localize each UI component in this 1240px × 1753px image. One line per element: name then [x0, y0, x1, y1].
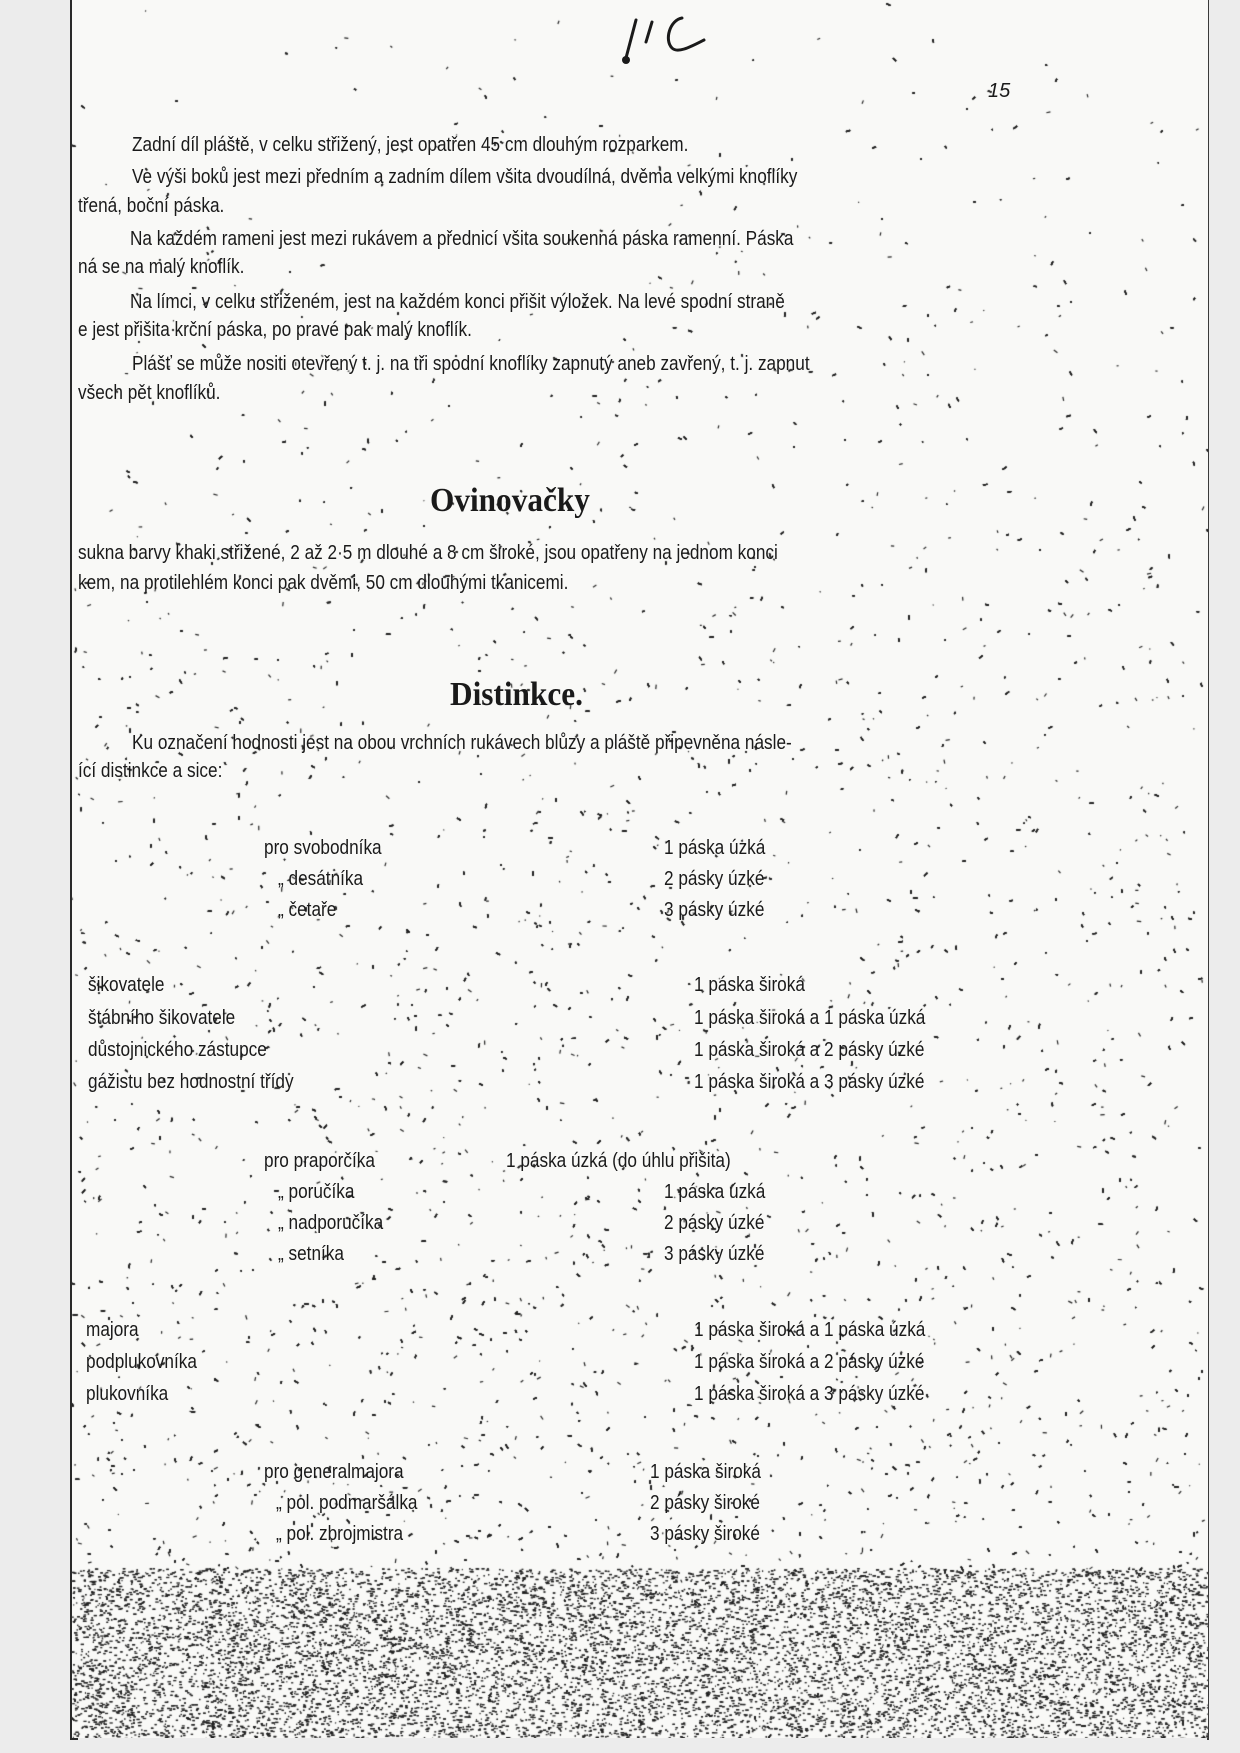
heading-distinkce: Distinkce. [450, 676, 583, 713]
insignia-value: 1 páska široká a 2 pásky úzké [694, 1351, 925, 1373]
heading-ovinovacky: Ovinovačky [430, 482, 590, 519]
insignia-value: 1 páska široká [650, 1461, 761, 1483]
paragraph-line: kem, na protilehlém konci pak dvěmi, 50 cm dlouhými tkanicemi. [78, 572, 569, 594]
rank-label: štábního šikovatele [88, 1007, 236, 1029]
insignia-value: 3 pásky široké [650, 1523, 760, 1545]
insignia-value: 1 páska široká [694, 974, 805, 996]
scanned-page [72, 0, 1208, 1738]
paragraph-line: sukna barvy khaki střižené, 2 až 2·5 m dlouhé a 8 cm široké, jsou opatřeny na jednom konci [78, 542, 778, 564]
rank-label: „ poručíka [278, 1181, 355, 1203]
rank-label: plukovníka [86, 1383, 169, 1405]
paragraph-line: Plášť se může nositi otevřený t. j. na tři spodní knoflíky zapnutý aneb zavřený, t. j. zapnut [132, 353, 810, 375]
insignia-value: 1 páska široká a 2 pásky úzké [694, 1039, 925, 1061]
rank-label: šikovatele [88, 974, 165, 996]
rank-label: „ setníka [278, 1243, 344, 1265]
rank-label: majora [86, 1319, 139, 1341]
rank-label: gážistu bez hodnostní třídy [88, 1071, 294, 1093]
rank-label: důstojnického zástupce [88, 1039, 267, 1061]
rank-label: „ pol. zbrojmistra [276, 1523, 404, 1545]
insignia-value: 1 páska široká a 3 pásky úzké [694, 1071, 925, 1093]
insignia-value: 1 páska široká a 3 pásky úzké [694, 1383, 925, 1405]
paragraph-line: třená, boční páska. [78, 195, 225, 217]
rank-label: „ pol. podmaršálka [276, 1492, 418, 1514]
rank-label: „ nadporučíka [278, 1212, 384, 1234]
insignia-value: 3 pásky úzké [664, 1243, 765, 1265]
page-number: 15 [988, 80, 1011, 102]
insignia-value: 1 páska úzká [664, 837, 766, 859]
rank-label: „ četaře [278, 899, 337, 921]
rank-label: pro generalmajora [264, 1461, 404, 1483]
insignia-value: 1 páska úzká (do úhlu přišita) [506, 1150, 731, 1172]
insignia-value: 1 páska široká a 1 páska úzká [694, 1319, 926, 1341]
paragraph-line: Zadní díl pláště, v celku střižený, jest opatřen 45 cm dlouhým rozparkem. [132, 134, 689, 156]
paragraph-line: ná se na malý knoflík. [78, 256, 245, 278]
paragraph-line: Ku označení hodnosti jest na obou vrchních rukávech blůzy a pláště připevněna násle- [132, 732, 792, 754]
insignia-value: 2 pásky úzké [664, 1212, 765, 1234]
rank-label: „ desátníka [278, 868, 364, 890]
paragraph-line: všech pět knoflíků. [78, 382, 221, 404]
insignia-value: 2 pásky úzké [664, 868, 765, 890]
paragraph-line: ící distinkce a sice: [78, 760, 223, 782]
rank-label: podplukovníka [86, 1351, 197, 1373]
insignia-value: 2 pásky široké [650, 1492, 760, 1514]
paragraph-line: Na límci, v celku střiženém, jest na každém konci přišit výložek. Na levé spodní straně [130, 291, 785, 313]
insignia-value: 1 páska úzká [664, 1181, 766, 1203]
insignia-value: 1 páska široká a 1 páska úzká [694, 1007, 926, 1029]
rank-label: pro svobodníka [264, 837, 382, 859]
paragraph-line: Ve výši boků jest mezi předním a zadním dílem všita dvoudílná, dvěma velkými knoflíky [132, 166, 798, 188]
handwritten-mark [612, 10, 732, 70]
paragraph-line: e jest přišita krční páska, po pravé pak malý knoflík. [78, 319, 472, 341]
paragraph-line: Na každém rameni jest mezi rukávem a přednicí všita soukenná páska ramenní. Páska [130, 228, 794, 250]
insignia-value: 3 pásky úzké [664, 899, 765, 921]
rank-label: pro praporčíka [264, 1150, 375, 1172]
